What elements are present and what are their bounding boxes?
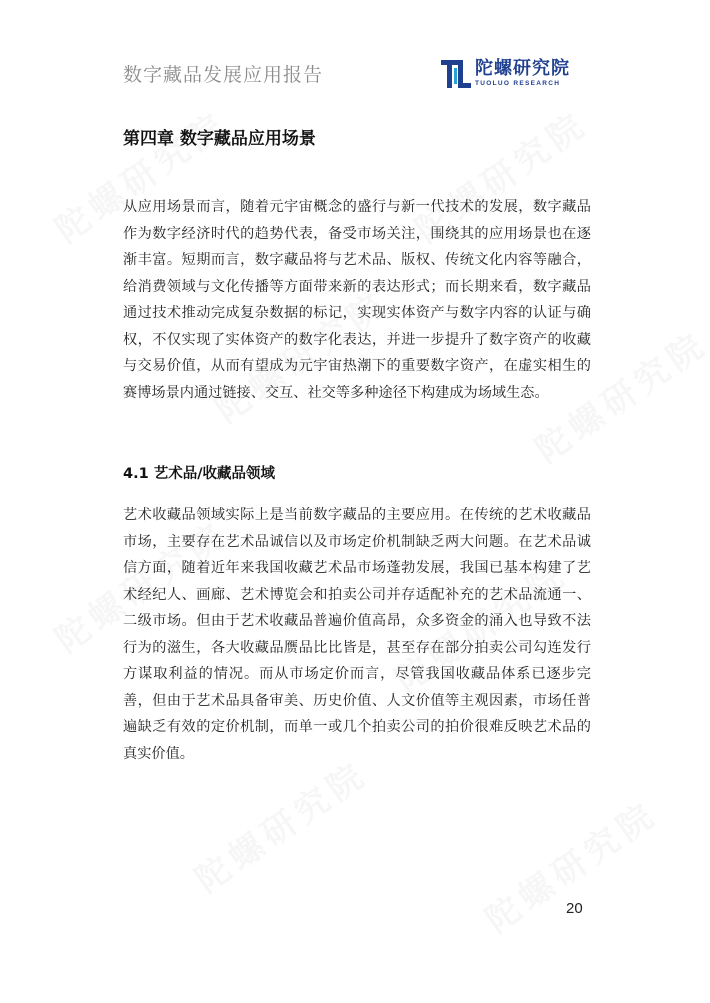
brand-logo [441, 58, 570, 90]
section-paragraph: 艺术收藏品领域实际上是当前数字藏品的主要应用。在传统的艺术收藏品市场，主要存在艺术品诚信以及市场定价机制缺乏两大问题。在艺术品诚信方面，随着近年来我国收藏艺术品市场蓬勃发展，我国已基本构建了艺术经纪人、画廊、艺术博览会和拍卖公司并存适配补充的艺术品流通一、二级市场。但由于艺术收藏品普遍价值高昂，众多资金的涌入也导致不法行为的滋生，各大收藏品赝品比比皆是，甚至存在部分拍卖公司勾连发行方谋取利益的情况。而从市场定价而言，尽管我国收藏品体系已逐步完善，但由于艺术品具备审美、历史价值、人文价值等主观因素，市场任普遍缺乏有效的定价机制，而单一或几个拍卖公司的拍价很难反映艺术品的真实价值。 [123, 507, 591, 762]
report-title: 数字藏品发展应用报告 [123, 64, 324, 86]
intro-paragraph: 从应用场景而言，随着元宇宙概念的盛行与新一代技术的发展，数字藏品作为数字经济时代的趋势代表，备受市场关注，围绕其的应用场景也在逐渐丰富。短期而言，数字藏品将与艺术品、版权、传统文化内容等融合，给消费领域与文化传播等方面带来新的表达形式；而长期来看，数字藏品通过技术推动完成复杂数据的标记，实现实体资产与数字内容的认证与确权，不仅实现了实体资产的数字化表达，并进一步提升了数字资产的收藏与交易价值，从而有望成为元宇宙热潮下的重要数字资产，在虚实相生的赛博场景内通过链接、交互、社交等多种途径下构建成为场域生态。 [123, 199, 591, 401]
logo-mark-icon [441, 58, 471, 90]
section-title: 4.1 艺术品/收藏品领域 [123, 466, 276, 482]
chapter-title: 第四章 数字藏品应用场景 [123, 129, 316, 149]
watermark-text [184, 747, 376, 902]
logo-subtitle: TUOLUO RESEARCH [475, 80, 561, 88]
page-header [0, 0, 710, 110]
logo-name: 陀螺研究院 [475, 58, 570, 80]
page-number: 20 [566, 900, 583, 917]
watermark-text [474, 787, 666, 942]
